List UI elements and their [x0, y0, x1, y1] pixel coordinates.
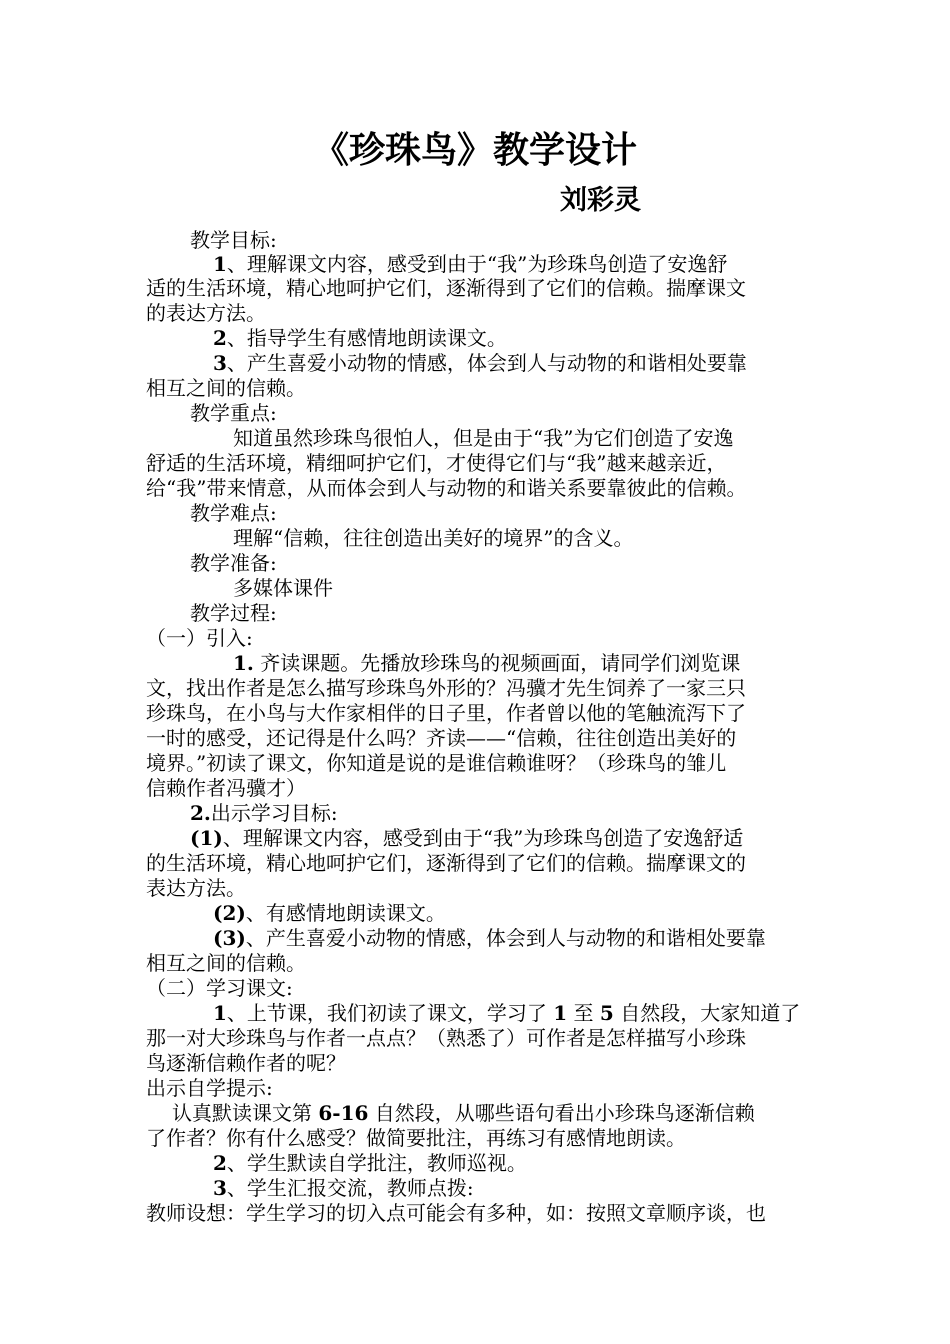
goal-2: 2、指导学生有感情地朗读课文。 [213, 326, 507, 350]
key-points-line-1: 知道虽然珍珠鸟很怕人，但是由于“我”为它们创造了安逸 [233, 426, 734, 450]
preparation-text: 多媒体课件 [233, 576, 333, 600]
goal-3-line-1: 3、产生喜爱小动物的情感，体会到人与动物的和谐相处要靠 [213, 351, 747, 375]
learning-goal-3-line-1: (3)、产生喜爱小动物的情感，体会到人与动物的和谐相处要靠 [213, 926, 766, 950]
self-study-hint-line-2: 了作者？你有什么感受？做简要批注，再练习有感情地朗读。 [146, 1126, 686, 1150]
learning-goal-1-line-1: (1)、理解课文内容，感受到由于“我”为珍珠鸟创造了安逸舒适 [190, 826, 744, 850]
document-title: 《珍珠鸟》教学设计 [312, 129, 637, 171]
intro-line-6: 信赖作者冯骥才） [146, 776, 306, 800]
goal-3-line-2: 相互之间的信赖。 [146, 376, 306, 400]
learning-goal-1-line-2: 的生活环境，精心地呵护它们，逐渐得到了它们的信赖。揣摩课文的 [146, 851, 746, 875]
teacher-idea-line: 教师设想：学生学习的切入点可能会有多种，如：按照文章顺序谈，也 [146, 1201, 766, 1225]
intro-line-1: 1. 齐读课题。先播放珍珠鸟的视频画面，请同学们浏览课 [233, 651, 741, 675]
self-study-hint-line-1: 认真默读课文第 6-16 自然段，从哪些语句看出小珍珠鸟逐渐信赖 [172, 1101, 755, 1125]
heading-preparation: 教学准备: [190, 551, 277, 575]
study-step-3: 3、学生汇报交流，教师点拨: [213, 1176, 474, 1200]
study-line-3: 鸟逐渐信赖作者的呢？ [146, 1051, 346, 1075]
key-points-line-3: 给“我”带来情意，从而体会到人与动物的和谐关系要靠彼此的信赖。 [146, 476, 747, 500]
heading-teaching-goals: 教学目标: [190, 228, 277, 252]
key-points-line-2: 舒适的生活环境，精细呵护它们，才使得它们与“我”越来越亲近， [146, 451, 727, 475]
learning-goal-3-line-2: 相互之间的信赖。 [146, 951, 306, 975]
study-line-1: 1、上节课，我们初读了课文，学习了 1 至 5 自然段，大家知道了 [213, 1001, 801, 1025]
intro-line-4: 一时的感受，还记得是什么吗？齐读——“信赖，往往创造出美好的 [146, 726, 737, 750]
difficulties-text: 理解“信赖，往往创造出美好的境界”的含义。 [233, 526, 634, 550]
goal-1-line-3: 的表达方法。 [146, 301, 266, 325]
learning-goal-2: (2)、有感情地朗读课文。 [213, 901, 446, 925]
study-line-2: 那一对大珍珠鸟与作者一点点？（熟悉了）可作者是怎样描写小珍珠 [146, 1026, 746, 1050]
document-author: 刘彩灵 [560, 185, 641, 216]
goal-1-line-1: 1、理解课文内容，感受到由于“我”为珍珠鸟创造了安逸舒 [213, 252, 728, 276]
heading-process: 教学过程: [190, 601, 277, 625]
heading-key-points: 教学重点: [190, 401, 277, 425]
learning-goals-heading: 2.出示学习目标: [190, 801, 338, 825]
section-study-text: （二）学习课文: [146, 976, 293, 1000]
goal-1-line-2: 适的生活环境，精心地呵护它们，逐渐得到了它们的信赖。揣摩课文 [146, 276, 746, 300]
intro-line-5: 境界。”初读了课文，你知道是说的是谁信赖谁呀？（珍珠鸟的雏儿 [146, 751, 727, 775]
learning-goal-1-line-3: 表达方法。 [146, 876, 246, 900]
study-step-2: 2、学生默读自学批注，教师巡视。 [213, 1151, 527, 1175]
intro-line-2: 文，找出作者是怎么描写珍珠鸟外形的？冯骥才先生饲养了一家三只 [146, 676, 746, 700]
intro-line-3: 珍珠鸟，在小鸟与大作家相伴的日子里，作者曾以他的笔触流泻下了 [146, 701, 746, 725]
section-introduction: （一）引入: [146, 626, 253, 650]
heading-difficulties: 教学难点: [190, 501, 277, 525]
self-study-hint-heading: 出示自学提示: [146, 1076, 273, 1100]
